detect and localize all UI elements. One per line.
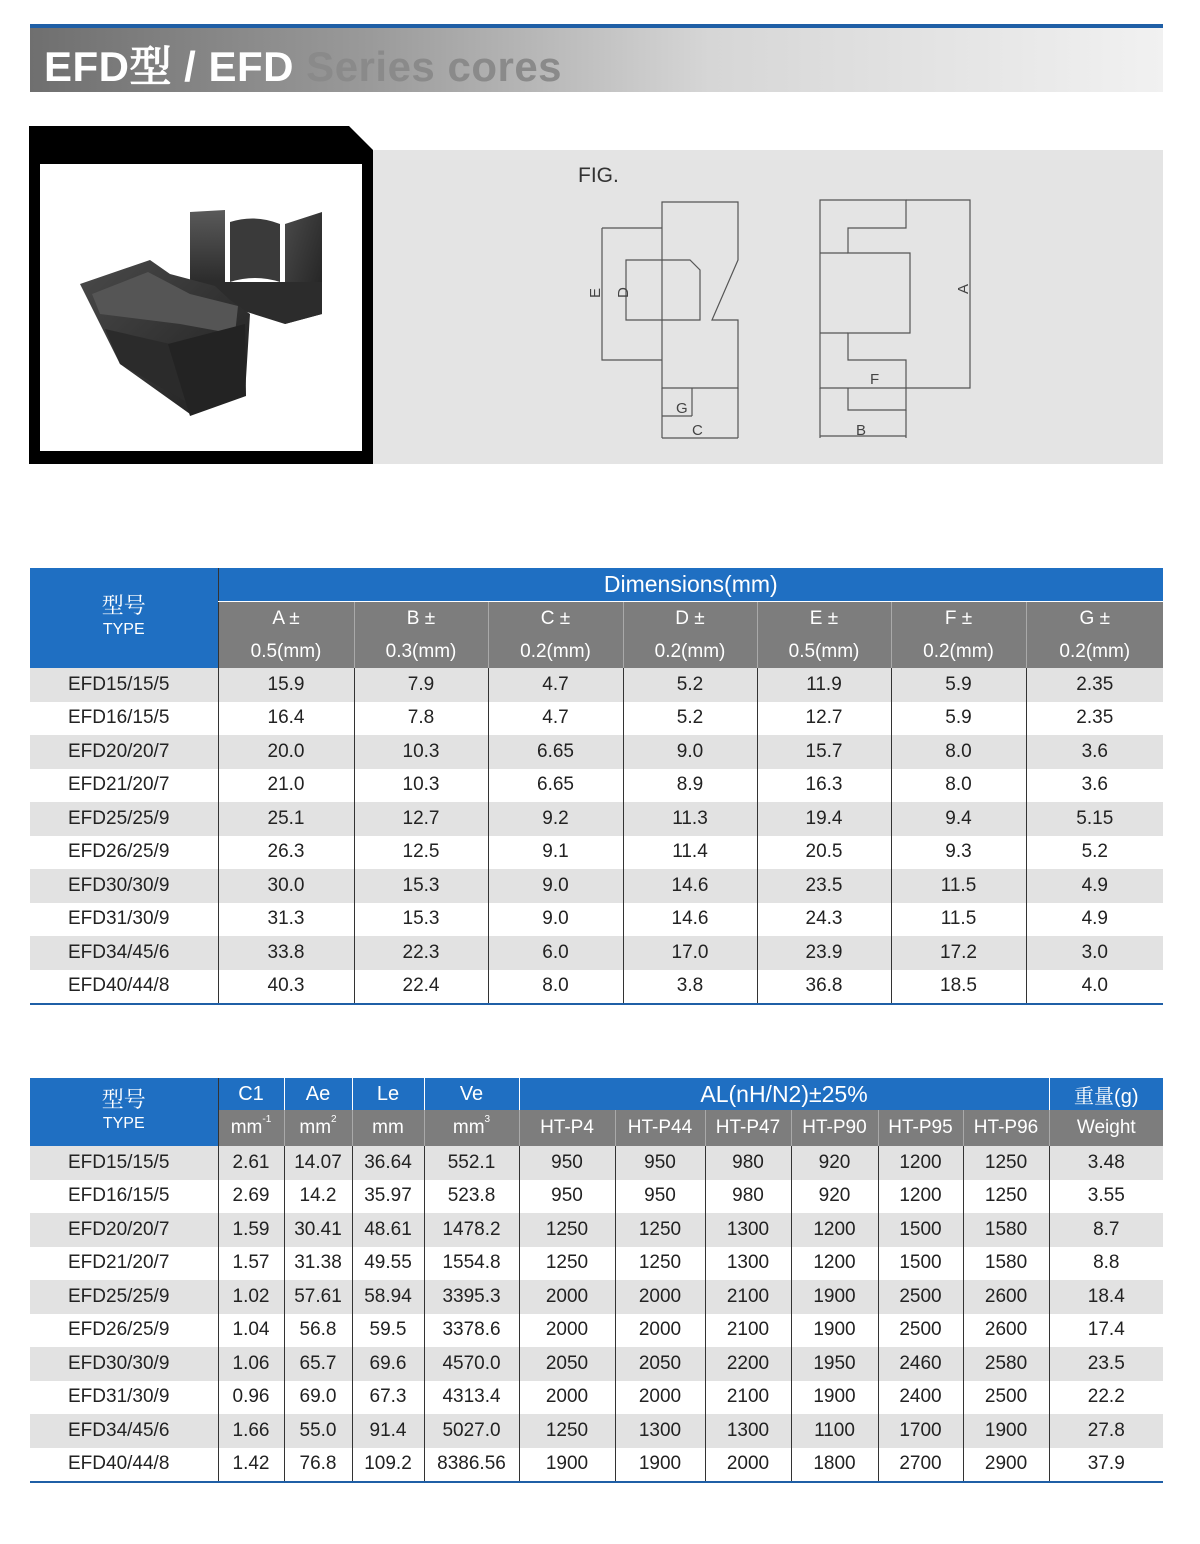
value-cell: 2.35 — [1026, 702, 1163, 736]
value-cell: 11.9 — [757, 668, 891, 702]
col-tol-c: 0.2(mm) — [488, 635, 623, 668]
type-cell: EFD26/25/9 — [30, 1314, 218, 1348]
value-cell: 22.4 — [354, 970, 488, 1005]
table-row — [30, 936, 1163, 970]
value-cell: 48.61 — [352, 1213, 424, 1247]
type-cell: EFD16/15/5 — [30, 702, 218, 736]
al-parameters-table — [30, 1078, 1163, 1483]
type-header-en: TYPE — [102, 621, 145, 638]
table-row — [30, 869, 1163, 903]
value-cell: 7.9 — [354, 668, 488, 702]
dim-letter-a: A — [955, 283, 972, 294]
type-cell: EFD20/20/7 — [30, 735, 218, 769]
value-cell: 1900 — [963, 1414, 1049, 1448]
col-header-c: C ± — [488, 602, 623, 636]
value-cell: 14.07 — [284, 1146, 352, 1180]
value-cell: 8.9 — [623, 769, 757, 803]
type-cell: EFD40/44/8 — [30, 1448, 218, 1483]
value-cell: 20.5 — [757, 836, 891, 870]
value-cell: 2400 — [878, 1381, 963, 1415]
material-ht-p96: HT-P96 — [963, 1110, 1049, 1146]
unit-ae-exp: 2 — [331, 1114, 337, 1125]
col-header-e: E ± — [757, 602, 891, 636]
value-cell: 30.41 — [284, 1213, 352, 1247]
value-cell: 523.8 — [424, 1180, 519, 1214]
value-cell: 9.3 — [891, 836, 1026, 870]
material-ht-p47: HT-P47 — [705, 1110, 791, 1146]
value-cell: 2.61 — [218, 1146, 284, 1180]
value-cell: 3.55 — [1049, 1180, 1163, 1214]
value-cell: 2100 — [705, 1314, 791, 1348]
unit-c1 — [218, 1110, 284, 1146]
value-cell: 30.0 — [218, 869, 354, 903]
type-cell: EFD40/44/8 — [30, 970, 218, 1005]
value-cell: 24.3 — [757, 903, 891, 937]
table-row — [30, 1414, 1163, 1448]
value-cell: 9.0 — [488, 903, 623, 937]
value-cell: 4313.4 — [424, 1381, 519, 1415]
table-row — [30, 1448, 1163, 1483]
value-cell: 1250 — [519, 1414, 615, 1448]
value-cell: 1200 — [878, 1180, 963, 1214]
value-cell: 27.8 — [1049, 1414, 1163, 1448]
value-cell: 1.42 — [218, 1448, 284, 1483]
value-cell: 2000 — [615, 1314, 705, 1348]
product-photo — [40, 164, 362, 451]
value-cell: 2.69 — [218, 1180, 284, 1214]
type-cell: EFD30/30/9 — [30, 1347, 218, 1381]
value-cell: 6.0 — [488, 936, 623, 970]
figure-label: FIG. — [578, 164, 619, 187]
value-cell: 1300 — [615, 1414, 705, 1448]
value-cell: 57.61 — [284, 1280, 352, 1314]
value-cell: 12.7 — [757, 702, 891, 736]
value-cell: 4.7 — [488, 668, 623, 702]
type-header-2-cn: 型号 — [101, 1087, 146, 1112]
table-row — [30, 1146, 1163, 1180]
value-cell: 23.5 — [1049, 1347, 1163, 1381]
value-cell: 2050 — [519, 1347, 615, 1381]
value-cell: 3.6 — [1026, 735, 1163, 769]
value-cell: 14.6 — [623, 869, 757, 903]
value-cell: 2500 — [963, 1381, 1049, 1415]
value-cell: 2600 — [963, 1280, 1049, 1314]
value-cell: 12.5 — [354, 836, 488, 870]
value-cell: 17.0 — [623, 936, 757, 970]
value-cell: 8.0 — [488, 970, 623, 1005]
value-cell: 1500 — [878, 1213, 963, 1247]
param-header-le: Le — [352, 1078, 424, 1110]
type-header-2-en: TYPE — [102, 1115, 145, 1132]
value-cell: 2000 — [519, 1280, 615, 1314]
material-ht-p44: HT-P44 — [615, 1110, 705, 1146]
value-cell: 2460 — [878, 1347, 963, 1381]
value-cell: 49.55 — [352, 1247, 424, 1281]
value-cell: 1.04 — [218, 1314, 284, 1348]
value-cell: 980 — [705, 1180, 791, 1214]
value-cell: 31.3 — [218, 903, 354, 937]
value-cell: 4.9 — [1026, 903, 1163, 937]
type-cell: EFD16/15/5 — [30, 1180, 218, 1214]
unit-c1-exp: -1 — [262, 1114, 272, 1125]
value-cell: 8.0 — [891, 769, 1026, 803]
value-cell: 1900 — [519, 1448, 615, 1483]
value-cell: 1.66 — [218, 1414, 284, 1448]
material-ht-p95: HT-P95 — [878, 1110, 963, 1146]
col-header-a: A ± — [218, 602, 354, 636]
value-cell: 3.48 — [1049, 1146, 1163, 1180]
value-cell: 950 — [615, 1180, 705, 1214]
value-cell: 1.59 — [218, 1213, 284, 1247]
value-cell: 3.6 — [1026, 769, 1163, 803]
type-cell: EFD20/20/7 — [30, 1213, 218, 1247]
table-row — [30, 668, 1163, 702]
table-row — [30, 970, 1163, 1005]
type-cell: EFD15/15/5 — [30, 1146, 218, 1180]
value-cell: 1900 — [791, 1381, 878, 1415]
value-cell: 1250 — [519, 1213, 615, 1247]
type-cell: EFD21/20/7 — [30, 769, 218, 803]
table-row — [30, 1213, 1163, 1247]
value-cell: 14.2 — [284, 1180, 352, 1214]
value-cell: 1200 — [878, 1146, 963, 1180]
value-cell: 1200 — [791, 1213, 878, 1247]
value-cell: 3395.3 — [424, 1280, 519, 1314]
type-cell: EFD25/25/9 — [30, 802, 218, 836]
col-header-g: G ± — [1026, 602, 1163, 636]
type-cell: EFD31/30/9 — [30, 903, 218, 937]
value-cell: 58.94 — [352, 1280, 424, 1314]
value-cell: 5.15 — [1026, 802, 1163, 836]
value-cell: 4.9 — [1026, 869, 1163, 903]
table-row — [30, 1314, 1163, 1348]
value-cell: 2700 — [878, 1448, 963, 1483]
value-cell: 19.4 — [757, 802, 891, 836]
unit-c1-base: mm — [230, 1117, 263, 1138]
value-cell: 552.1 — [424, 1146, 519, 1180]
unit-ae-base: mm — [299, 1117, 332, 1138]
value-cell: 11.4 — [623, 836, 757, 870]
value-cell: 23.9 — [757, 936, 891, 970]
value-cell: 2.35 — [1026, 668, 1163, 702]
value-cell: 2600 — [963, 1314, 1049, 1348]
value-cell: 76.8 — [284, 1448, 352, 1483]
value-cell: 2050 — [615, 1347, 705, 1381]
type-cell: EFD34/45/6 — [30, 1414, 218, 1448]
table-row — [30, 702, 1163, 736]
al-table-body — [30, 1146, 1163, 1482]
value-cell: 1.06 — [218, 1347, 284, 1381]
value-cell: 1580 — [963, 1247, 1049, 1281]
unit-ve-exp: 3 — [484, 1114, 491, 1125]
value-cell: 15.3 — [354, 903, 488, 937]
value-cell: 2000 — [705, 1448, 791, 1483]
type-header-cn: 型号 — [101, 593, 146, 618]
value-cell: 8.8 — [1049, 1247, 1163, 1281]
value-cell: 3.0 — [1026, 936, 1163, 970]
value-cell: 9.4 — [891, 802, 1026, 836]
dimensions-table-body — [30, 668, 1163, 1004]
type-cell: EFD31/30/9 — [30, 1381, 218, 1415]
type-cell: EFD34/45/6 — [30, 936, 218, 970]
value-cell: 920 — [791, 1180, 878, 1214]
dim-letter-b: B — [856, 422, 867, 439]
dim-letter-d: D — [615, 287, 632, 298]
material-ht-p4: HT-P4 — [519, 1110, 615, 1146]
value-cell: 5.2 — [1026, 836, 1163, 870]
value-cell: 9.0 — [623, 735, 757, 769]
col-tol-d: 0.2(mm) — [623, 635, 757, 668]
unit-ve-base: mm — [452, 1117, 485, 1138]
value-cell: 15.7 — [757, 735, 891, 769]
col-header-d: D ± — [623, 602, 757, 636]
table-row — [30, 769, 1163, 803]
value-cell: 26.3 — [218, 836, 354, 870]
value-cell: 9.2 — [488, 802, 623, 836]
value-cell: 33.8 — [218, 936, 354, 970]
value-cell: 1500 — [878, 1247, 963, 1281]
value-cell: 2000 — [519, 1314, 615, 1348]
value-cell: 35.97 — [352, 1180, 424, 1214]
value-cell: 5.2 — [623, 668, 757, 702]
value-cell: 3378.6 — [424, 1314, 519, 1348]
param-header-c1: C1 — [218, 1078, 284, 1110]
value-cell: 1250 — [615, 1213, 705, 1247]
value-cell: 7.8 — [354, 702, 488, 736]
value-cell: 11.5 — [891, 903, 1026, 937]
table-row — [30, 1247, 1163, 1281]
value-cell: 8386.56 — [424, 1448, 519, 1483]
col-tol-e: 0.5(mm) — [757, 635, 891, 668]
value-cell: 950 — [519, 1180, 615, 1214]
dimension-drawing — [560, 190, 990, 450]
value-cell: 5.9 — [891, 702, 1026, 736]
value-cell: 69.6 — [352, 1347, 424, 1381]
dim-letter-g: G — [676, 400, 688, 417]
efd-core-photo — [40, 164, 362, 451]
value-cell: 4.7 — [488, 702, 623, 736]
value-cell: 37.9 — [1049, 1448, 1163, 1483]
material-ht-p90: HT-P90 — [791, 1110, 878, 1146]
al-group-header: AL(nH/N2)±25% — [519, 1078, 1049, 1110]
value-cell: 1900 — [791, 1314, 878, 1348]
title-main: EFD型 / EFD — [44, 43, 295, 90]
value-cell: 1250 — [963, 1146, 1049, 1180]
col-tol-g: 0.2(mm) — [1026, 635, 1163, 668]
value-cell: 1950 — [791, 1347, 878, 1381]
unit-le-base: mm — [372, 1117, 404, 1138]
value-cell: 17.2 — [891, 936, 1026, 970]
value-cell: 16.4 — [218, 702, 354, 736]
value-cell: 55.0 — [284, 1414, 352, 1448]
value-cell: 2000 — [615, 1280, 705, 1314]
table-row — [30, 1280, 1163, 1314]
type-header-2 — [30, 1078, 218, 1146]
type-header — [30, 568, 218, 668]
table-row — [30, 735, 1163, 769]
value-cell: 10.3 — [354, 735, 488, 769]
table-row — [30, 836, 1163, 870]
weight-header: 重量(g) — [1049, 1078, 1163, 1110]
value-cell: 6.65 — [488, 769, 623, 803]
value-cell: 2100 — [705, 1280, 791, 1314]
value-cell: 4.0 — [1026, 970, 1163, 1005]
value-cell: 23.5 — [757, 869, 891, 903]
value-cell: 1554.8 — [424, 1247, 519, 1281]
value-cell: 950 — [519, 1146, 615, 1180]
value-cell: 4570.0 — [424, 1347, 519, 1381]
value-cell: 1478.2 — [424, 1213, 519, 1247]
unit-ve — [424, 1110, 519, 1146]
col-tol-b: 0.3(mm) — [354, 635, 488, 668]
page-title — [44, 34, 562, 94]
dim-letter-c: C — [692, 422, 703, 439]
type-cell: EFD15/15/5 — [30, 668, 218, 702]
title-rest: Series cores — [294, 43, 563, 90]
type-cell: EFD30/30/9 — [30, 869, 218, 903]
dim-letter-f: F — [870, 371, 880, 388]
table-row — [30, 1180, 1163, 1214]
value-cell: 3.8 — [623, 970, 757, 1005]
value-cell: 920 — [791, 1146, 878, 1180]
value-cell: 109.2 — [352, 1448, 424, 1483]
table-row — [30, 1347, 1163, 1381]
value-cell: 6.65 — [488, 735, 623, 769]
value-cell: 15.9 — [218, 668, 354, 702]
value-cell: 1250 — [615, 1247, 705, 1281]
header-banner — [30, 24, 1163, 92]
table-row — [30, 903, 1163, 937]
value-cell: 91.4 — [352, 1414, 424, 1448]
value-cell: 1300 — [705, 1247, 791, 1281]
value-cell: 2580 — [963, 1347, 1049, 1381]
value-cell: 36.64 — [352, 1146, 424, 1180]
value-cell: 14.6 — [623, 903, 757, 937]
value-cell: 22.3 — [354, 936, 488, 970]
value-cell: 21.0 — [218, 769, 354, 803]
value-cell: 1580 — [963, 1213, 1049, 1247]
value-cell: 980 — [705, 1146, 791, 1180]
value-cell: 2000 — [519, 1381, 615, 1415]
value-cell: 1900 — [791, 1280, 878, 1314]
value-cell: 11.3 — [623, 802, 757, 836]
unit-ae — [284, 1110, 352, 1146]
dim-letter-e: E — [587, 287, 604, 298]
value-cell: 59.5 — [352, 1314, 424, 1348]
value-cell: 67.3 — [352, 1381, 424, 1415]
value-cell: 31.38 — [284, 1247, 352, 1281]
table-row — [30, 802, 1163, 836]
value-cell: 1300 — [705, 1414, 791, 1448]
value-cell: 1300 — [705, 1213, 791, 1247]
col-tol-a: 0.5(mm) — [218, 635, 354, 668]
dimensions-group-header: Dimensions(mm) — [218, 568, 1163, 602]
value-cell: 10.3 — [354, 769, 488, 803]
value-cell: 65.7 — [284, 1347, 352, 1381]
value-cell: 5027.0 — [424, 1414, 519, 1448]
value-cell: 5.9 — [891, 668, 1026, 702]
value-cell: 16.3 — [757, 769, 891, 803]
value-cell: 2000 — [615, 1381, 705, 1415]
value-cell: 40.3 — [218, 970, 354, 1005]
value-cell: 2500 — [878, 1314, 963, 1348]
value-cell: 11.5 — [891, 869, 1026, 903]
value-cell: 9.0 — [488, 869, 623, 903]
value-cell: 1250 — [963, 1180, 1049, 1214]
value-cell: 2100 — [705, 1381, 791, 1415]
type-cell: EFD25/25/9 — [30, 1280, 218, 1314]
value-cell: 18.5 — [891, 970, 1026, 1005]
value-cell: 15.3 — [354, 869, 488, 903]
value-cell: 0.96 — [218, 1381, 284, 1415]
unit-le — [352, 1110, 424, 1146]
weight-subheader: Weight — [1049, 1110, 1163, 1146]
value-cell: 18.4 — [1049, 1280, 1163, 1314]
value-cell: 1800 — [791, 1448, 878, 1483]
value-cell: 22.2 — [1049, 1381, 1163, 1415]
value-cell: 17.4 — [1049, 1314, 1163, 1348]
value-cell: 1.57 — [218, 1247, 284, 1281]
product-photo-frame — [29, 126, 373, 464]
value-cell: 2200 — [705, 1347, 791, 1381]
value-cell: 56.8 — [284, 1314, 352, 1348]
value-cell: 2500 — [878, 1280, 963, 1314]
table-row — [30, 1381, 1163, 1415]
value-cell: 36.8 — [757, 970, 891, 1005]
value-cell: 8.7 — [1049, 1213, 1163, 1247]
col-tol-f: 0.2(mm) — [891, 635, 1026, 668]
col-header-f: F ± — [891, 602, 1026, 636]
col-header-b: B ± — [354, 602, 488, 636]
value-cell: 25.1 — [218, 802, 354, 836]
value-cell: 69.0 — [284, 1381, 352, 1415]
value-cell: 9.1 — [488, 836, 623, 870]
param-header-ve: Ve — [424, 1078, 519, 1110]
value-cell: 20.0 — [218, 735, 354, 769]
value-cell: 2900 — [963, 1448, 1049, 1483]
value-cell: 12.7 — [354, 802, 488, 836]
value-cell: 1900 — [615, 1448, 705, 1483]
value-cell: 5.2 — [623, 702, 757, 736]
param-header-ae: Ae — [284, 1078, 352, 1110]
value-cell: 8.0 — [891, 735, 1026, 769]
value-cell: 1200 — [791, 1247, 878, 1281]
dimensions-table — [30, 568, 1163, 1005]
value-cell: 1100 — [791, 1414, 878, 1448]
value-cell: 1250 — [519, 1247, 615, 1281]
type-cell: EFD21/20/7 — [30, 1247, 218, 1281]
value-cell: 1.02 — [218, 1280, 284, 1314]
value-cell: 1700 — [878, 1414, 963, 1448]
type-cell: EFD26/25/9 — [30, 836, 218, 870]
value-cell: 950 — [615, 1146, 705, 1180]
